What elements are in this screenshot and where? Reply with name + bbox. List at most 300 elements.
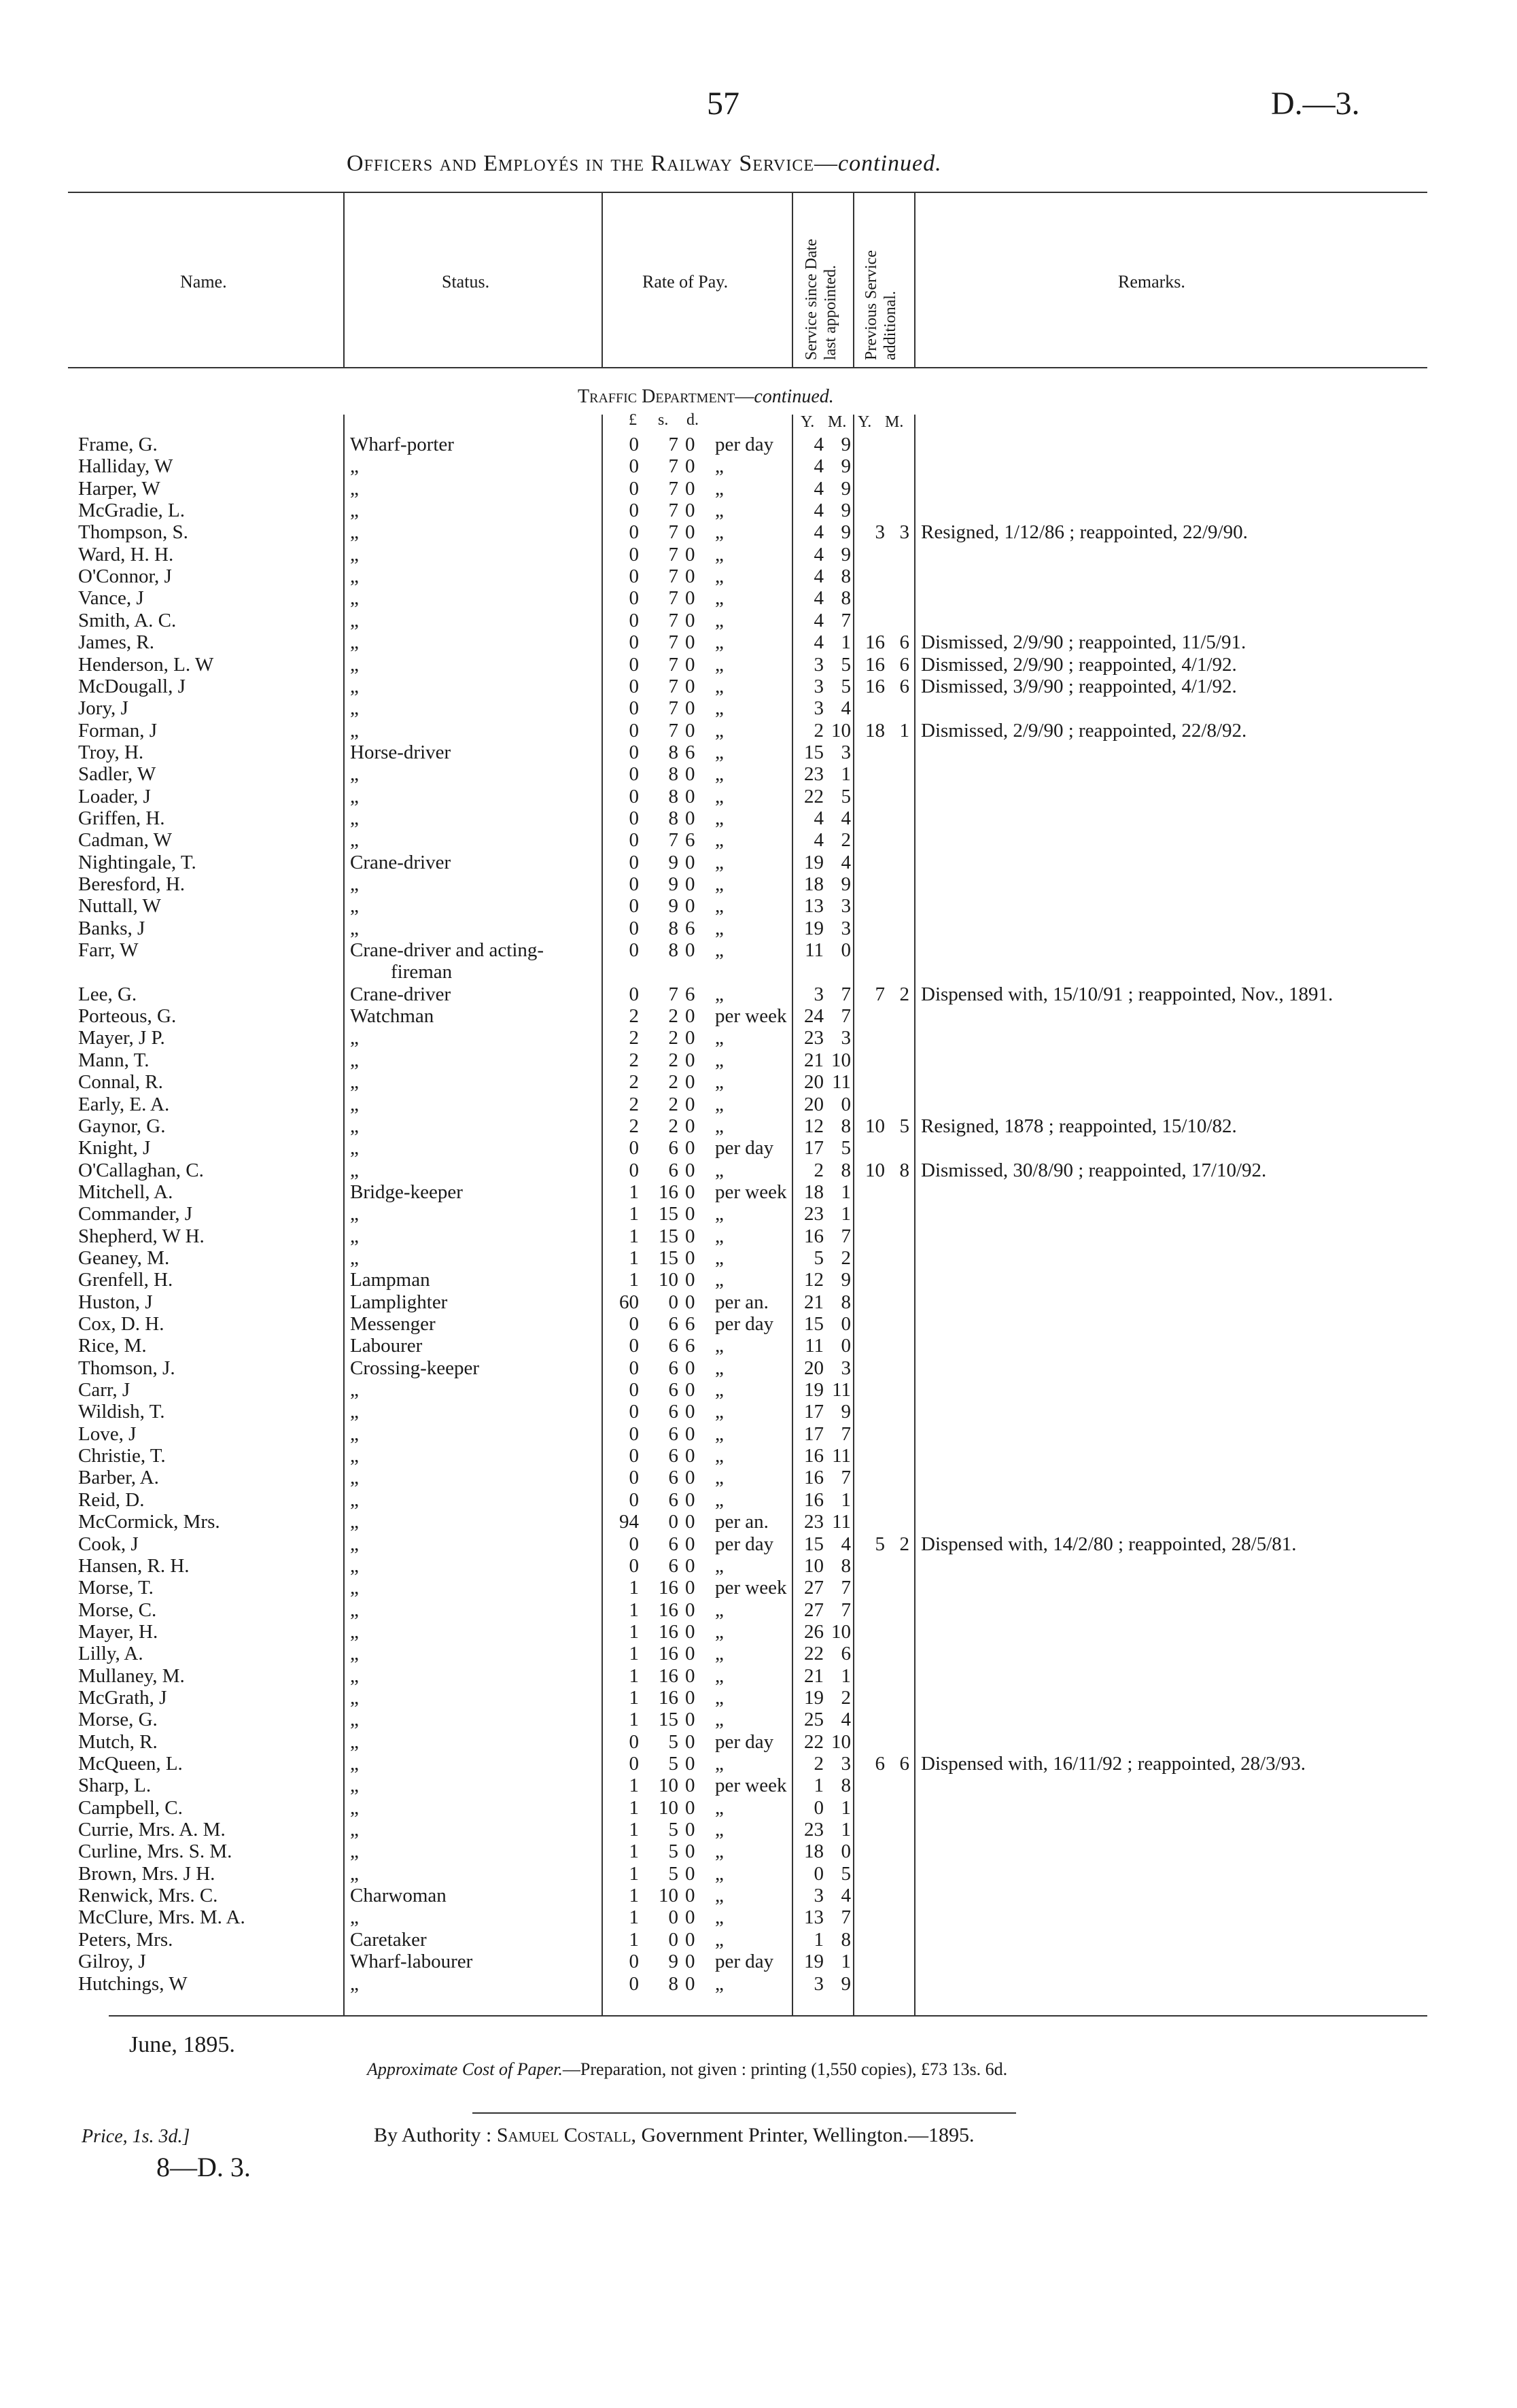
table-row-continuation — [0, 961, 1517, 983]
employee-name: Henderson, L. W — [78, 653, 214, 676]
employee-status: „ — [350, 1379, 359, 1401]
pay-period: „ — [715, 500, 724, 522]
remarks-text: Dismissed, 3/9/90 ; reappointed, 4/1/92. — [921, 675, 1237, 697]
column-divider-rate — [601, 193, 603, 367]
service-years: 4 — [814, 609, 824, 631]
service-years: 19 — [804, 1686, 824, 1709]
pay-pounds: 2 — [629, 1049, 639, 1071]
pay-pence: 0 — [685, 1885, 695, 1907]
table-row — [0, 1335, 1517, 1357]
paper-cost-label: Approximate Cost of Paper. — [367, 2059, 563, 2079]
service-years: 24 — [804, 1005, 824, 1028]
table-row — [0, 1533, 1517, 1555]
employee-name: Gaynor, G. — [78, 1115, 166, 1137]
pay-pounds: 0 — [629, 675, 639, 697]
previous-service-months: 6 — [899, 675, 909, 697]
employee-name: Geaney, M. — [78, 1246, 170, 1269]
pay-shillings: 7 — [668, 675, 678, 697]
pay-period: „ — [715, 873, 724, 895]
pay-pence: 0 — [685, 1488, 695, 1511]
previous-service-months: 2 — [899, 983, 909, 1005]
service-months: 5 — [841, 785, 851, 807]
pay-period: „ — [715, 1906, 724, 1929]
service-years: 13 — [804, 1906, 824, 1929]
service-years: 19 — [804, 1951, 824, 1973]
employee-status: „ — [350, 895, 359, 918]
table-row — [0, 478, 1517, 500]
employee-status: „ — [350, 873, 359, 895]
unit-previous-months: M. — [885, 413, 904, 431]
pay-period: „ — [715, 521, 724, 544]
table-row — [0, 1203, 1517, 1225]
pay-pounds: 0 — [629, 1445, 639, 1467]
employee-status: „ — [350, 1246, 359, 1269]
employee-name: Mayer, J P. — [78, 1027, 165, 1049]
pay-period: per an. — [715, 1291, 769, 1313]
pay-period: „ — [715, 895, 724, 918]
pay-pounds: 2 — [629, 1071, 639, 1094]
pay-pounds: 0 — [629, 1730, 639, 1753]
pay-period: „ — [715, 763, 724, 786]
pay-shillings: 7 — [668, 631, 678, 654]
pay-pounds: 60 — [619, 1291, 639, 1313]
service-months: 7 — [841, 1906, 851, 1929]
service-years: 0 — [814, 1796, 824, 1819]
service-months: 9 — [841, 1269, 851, 1291]
pay-pounds: 0 — [629, 1423, 639, 1445]
pay-pence: 0 — [685, 565, 695, 588]
service-years: 4 — [814, 434, 824, 455]
pay-pence: 0 — [685, 543, 695, 565]
pay-period: per week — [715, 1577, 787, 1599]
table-row — [0, 786, 1517, 807]
pay-pence: 0 — [685, 1775, 695, 1797]
previous-service-years: 16 — [865, 675, 885, 697]
service-years: 3 — [814, 983, 824, 1005]
employee-status: Crane-driver and acting- — [350, 939, 544, 962]
pay-period: „ — [715, 1753, 724, 1775]
pay-period: per day — [715, 1533, 774, 1555]
pay-pence: 0 — [685, 1181, 695, 1203]
table-row — [0, 1863, 1517, 1885]
service-years: 15 — [804, 1533, 824, 1555]
previous-service-months: 5 — [899, 1115, 909, 1137]
pay-pence: 0 — [685, 1753, 695, 1775]
pay-pence: 0 — [685, 873, 695, 895]
pay-pounds: 0 — [629, 609, 639, 631]
employee-name: Troy, H. — [78, 741, 144, 763]
table-row — [0, 918, 1517, 939]
service-years: 1 — [814, 1775, 824, 1797]
pay-shillings: 16 — [659, 1664, 678, 1687]
previous-service-years: 10 — [865, 1115, 885, 1137]
pay-pounds: 0 — [629, 631, 639, 654]
employee-status: Caretaker — [350, 1928, 427, 1951]
service-years: 23 — [804, 1203, 824, 1225]
service-years: 12 — [804, 1269, 824, 1291]
service-months: 9 — [841, 1401, 851, 1423]
previous-service-months: 1 — [899, 719, 909, 741]
pay-shillings: 9 — [668, 895, 678, 918]
pay-shillings: 9 — [668, 851, 678, 873]
pay-pence: 0 — [685, 455, 695, 478]
page-title — [347, 151, 942, 177]
service-years: 1 — [814, 1928, 824, 1951]
employee-status: „ — [350, 1115, 359, 1137]
unit-pound: £ — [629, 411, 637, 429]
service-years: 4 — [814, 521, 824, 544]
column-divider-remarks — [914, 193, 916, 367]
table-row — [0, 1797, 1517, 1819]
pay-pence: 0 — [685, 1554, 695, 1577]
employee-status: „ — [350, 1203, 359, 1225]
pay-pence: 0 — [685, 631, 695, 654]
pay-shillings: 0 — [668, 1291, 678, 1313]
service-months: 1 — [841, 1819, 851, 1841]
pay-period: „ — [715, 1819, 724, 1841]
pay-period: „ — [715, 565, 724, 588]
table-row — [0, 939, 1517, 961]
service-years: 20 — [804, 1071, 824, 1094]
pay-pence: 0 — [685, 1269, 695, 1291]
employee-name: McCormick, Mrs. — [78, 1511, 220, 1533]
table-row — [0, 697, 1517, 719]
pay-pence: 0 — [685, 1049, 695, 1071]
pay-pounds: 1 — [629, 1709, 639, 1731]
employee-name: Smith, A. C. — [78, 609, 177, 631]
previous-service-months: 8 — [899, 1159, 909, 1181]
pay-pence: 0 — [685, 500, 695, 522]
pay-pence: 0 — [685, 1709, 695, 1731]
pay-pence: 0 — [685, 851, 695, 873]
table-row — [0, 1621, 1517, 1643]
pay-period: „ — [715, 1159, 724, 1181]
employee-status: Labourer — [350, 1335, 423, 1357]
employee-status: „ — [350, 1620, 359, 1643]
service-months: 9 — [841, 500, 851, 522]
table-row — [0, 1445, 1517, 1467]
table-row — [0, 610, 1517, 631]
employee-status: Horse-driver — [350, 741, 451, 763]
table-row — [0, 1423, 1517, 1445]
pay-pounds: 2 — [629, 1005, 639, 1028]
pay-pence: 6 — [685, 917, 695, 939]
employee-status: „ — [350, 1027, 359, 1049]
column-divider-status — [343, 193, 345, 367]
pay-period: „ — [715, 1488, 724, 1511]
table-row — [0, 1225, 1517, 1247]
service-months: 9 — [841, 434, 851, 455]
table-row — [0, 741, 1517, 763]
previous-service-years: 18 — [865, 719, 885, 741]
pay-pence: 0 — [685, 1862, 695, 1885]
pay-pence: 0 — [685, 1467, 695, 1489]
service-months: 4 — [841, 1709, 851, 1731]
employee-name: Rice, M. — [78, 1335, 147, 1357]
service-years: 17 — [804, 1423, 824, 1445]
page-number: 57 — [707, 86, 739, 122]
service-months: 0 — [841, 1335, 851, 1357]
pay-shillings: 5 — [668, 1730, 678, 1753]
service-months: 9 — [841, 477, 851, 500]
service-months: 1 — [841, 631, 851, 654]
table-row — [0, 455, 1517, 477]
pay-pence: 0 — [685, 521, 695, 544]
section-title — [578, 386, 834, 408]
remarks-text: Resigned, 1/12/86 ; reappointed, 22/9/90. — [921, 521, 1248, 544]
table-row — [0, 654, 1517, 676]
pay-shillings: 9 — [668, 1951, 678, 1973]
pay-pence: 0 — [685, 587, 695, 610]
table-bottom-rule — [109, 2015, 1427, 2017]
employee-status: „ — [350, 609, 359, 631]
pay-period: per day — [715, 434, 774, 455]
table-row — [0, 720, 1517, 741]
service-months: 2 — [841, 829, 851, 852]
employee-name: Christie, T. — [78, 1445, 166, 1467]
employee-status: „ — [350, 565, 359, 588]
service-months: 2 — [841, 1686, 851, 1709]
table-row — [0, 1159, 1517, 1181]
employee-status: „ — [350, 917, 359, 939]
service-months: 8 — [841, 1554, 851, 1577]
pay-pounds: 0 — [629, 895, 639, 918]
employee-status: „ — [350, 1599, 359, 1621]
column-header-service: Service since Date last appointed. — [803, 239, 839, 360]
pay-shillings: 8 — [668, 807, 678, 829]
employee-status: Wharf-labourer — [350, 1951, 473, 1973]
remarks-text: Dismissed, 2/9/90 ; reappointed, 22/8/92. — [921, 719, 1247, 741]
pay-shillings: 2 — [668, 1093, 678, 1115]
service-years: 16 — [804, 1445, 824, 1467]
pay-pence: 0 — [685, 653, 695, 676]
pay-period: „ — [715, 1664, 724, 1687]
service-years: 0 — [814, 1862, 824, 1885]
pay-shillings: 6 — [668, 1445, 678, 1467]
employee-status: „ — [350, 500, 359, 522]
pay-period: „ — [715, 543, 724, 565]
pay-shillings: 6 — [668, 1159, 678, 1181]
service-months: 8 — [841, 1115, 851, 1137]
pay-pounds: 0 — [629, 1401, 639, 1423]
pay-pounds: 0 — [629, 983, 639, 1005]
employee-status: Charwoman — [350, 1885, 447, 1907]
service-years: 4 — [814, 587, 824, 610]
pay-shillings: 2 — [668, 1005, 678, 1028]
service-months: 3 — [841, 1753, 851, 1775]
pay-period: „ — [715, 1115, 724, 1137]
signature-code: 8—D. 3. — [156, 2152, 251, 2182]
table-row — [0, 1840, 1517, 1862]
pay-period: „ — [715, 1554, 724, 1577]
pay-shillings: 16 — [659, 1181, 678, 1203]
table-row — [0, 807, 1517, 829]
pay-period: per an. — [715, 1511, 769, 1533]
previous-service-months: 2 — [899, 1533, 909, 1555]
employee-name: Nuttall, W — [78, 895, 161, 918]
pay-period: „ — [715, 917, 724, 939]
employee-status: „ — [350, 1401, 359, 1423]
pay-period: per day — [715, 1313, 774, 1335]
pay-pence: 0 — [685, 1115, 695, 1137]
pay-pounds: 1 — [629, 1203, 639, 1225]
table-row — [0, 1071, 1517, 1093]
pay-period: „ — [715, 609, 724, 631]
service-years: 4 — [814, 543, 824, 565]
pay-period: „ — [715, 1643, 724, 1665]
service-months: 7 — [841, 1423, 851, 1445]
service-years: 3 — [814, 1972, 824, 1995]
remarks-text: Dispensed with, 14/2/80 ; reappointed, 28/5/81. — [921, 1533, 1297, 1555]
pay-shillings: 16 — [659, 1643, 678, 1665]
service-months: 5 — [841, 1137, 851, 1159]
service-years: 4 — [814, 500, 824, 522]
employee-status: „ — [350, 719, 359, 741]
service-years: 5 — [814, 1246, 824, 1269]
pay-period: „ — [715, 1840, 724, 1863]
pay-period: „ — [715, 1071, 724, 1094]
employee-name: Love, J — [78, 1423, 137, 1445]
pay-pounds: 1 — [629, 1906, 639, 1929]
pay-pounds: 0 — [629, 1753, 639, 1775]
service-months: 8 — [841, 1928, 851, 1951]
employee-name: Renwick, Mrs. C. — [78, 1885, 218, 1907]
pay-period: „ — [715, 1796, 724, 1819]
section-title-main: Traffic Department— — [578, 386, 754, 407]
employee-name: Lee, G. — [78, 983, 137, 1005]
employee-status: Crane-driver — [350, 983, 451, 1005]
table-row — [0, 1599, 1517, 1621]
pay-period: per week — [715, 1775, 787, 1797]
pay-shillings: 7 — [668, 455, 678, 478]
pay-pounds: 0 — [629, 521, 639, 544]
pay-pence: 0 — [685, 1819, 695, 1841]
price-note: Price, 1s. 3d.] — [82, 2126, 190, 2147]
service-years: 3 — [814, 1885, 824, 1907]
remarks-text: Resigned, 1878 ; reappointed, 15/10/82. — [921, 1115, 1237, 1137]
table-row — [0, 1115, 1517, 1137]
service-years: 4 — [814, 631, 824, 654]
employee-status: „ — [350, 1159, 359, 1181]
pay-pence: 0 — [685, 1686, 695, 1709]
employee-name: McGrath, J — [78, 1686, 167, 1709]
pay-pence: 0 — [685, 895, 695, 918]
employee-status: „ — [350, 1664, 359, 1687]
pay-shillings: 7 — [668, 477, 678, 500]
employee-name: Nightingale, T. — [78, 851, 196, 873]
table-row — [0, 1951, 1517, 1972]
service-months: 7 — [841, 1225, 851, 1247]
employee-name: Early, E. A. — [78, 1093, 170, 1115]
pay-shillings: 7 — [668, 587, 678, 610]
employee-name: Griffen, H. — [78, 807, 165, 829]
pay-pence: 0 — [685, 1137, 695, 1159]
table-row — [0, 852, 1517, 873]
remarks-text: Dismissed, 30/8/90 ; reappointed, 17/10/92. — [921, 1159, 1267, 1181]
service-months: 5 — [841, 1862, 851, 1885]
pay-period: „ — [715, 477, 724, 500]
service-years: 17 — [804, 1137, 824, 1159]
employee-name: Grenfell, H. — [78, 1269, 173, 1291]
pay-period: „ — [715, 741, 724, 763]
pay-shillings: 2 — [668, 1027, 678, 1049]
service-years: 2 — [814, 1159, 824, 1181]
employee-status-continued: fireman — [391, 961, 453, 983]
service-years: 18 — [804, 873, 824, 895]
service-years: 3 — [814, 697, 824, 720]
service-months: 8 — [841, 1291, 851, 1313]
employee-name: Lilly, A. — [78, 1643, 143, 1665]
service-months: 11 — [832, 1445, 851, 1467]
employee-name: Mann, T. — [78, 1049, 150, 1071]
service-months: 0 — [841, 1313, 851, 1335]
table-row — [0, 1885, 1517, 1906]
service-years: 3 — [814, 653, 824, 676]
pay-period: „ — [715, 719, 724, 741]
table-row — [0, 1731, 1517, 1753]
employee-name: Cadman, W — [78, 829, 172, 852]
pay-pence: 0 — [685, 1840, 695, 1863]
pay-pounds: 0 — [629, 851, 639, 873]
pay-shillings: 6 — [668, 1467, 678, 1489]
table-row — [0, 1709, 1517, 1730]
service-years: 20 — [804, 1357, 824, 1379]
pay-shillings: 6 — [668, 1137, 678, 1159]
pay-shillings: 10 — [659, 1269, 678, 1291]
service-years: 27 — [804, 1599, 824, 1621]
employee-name: Mullaney, M. — [78, 1664, 185, 1687]
service-months: 4 — [841, 851, 851, 873]
pay-shillings: 10 — [659, 1775, 678, 1797]
pay-period: „ — [715, 1686, 724, 1709]
service-years: 21 — [804, 1291, 824, 1313]
table-row — [0, 1049, 1517, 1071]
table-row — [0, 1489, 1517, 1511]
employee-name: Hutchings, W — [78, 1972, 188, 1995]
table-row — [0, 1643, 1517, 1664]
pay-pounds: 2 — [629, 1115, 639, 1137]
service-months: 1 — [841, 1664, 851, 1687]
service-months: 9 — [841, 1972, 851, 1995]
pay-pence: 0 — [685, 1664, 695, 1687]
pay-pounds: 1 — [629, 1181, 639, 1203]
pay-pounds: 1 — [629, 1862, 639, 1885]
pay-pounds: 0 — [629, 763, 639, 786]
service-years: 3 — [814, 675, 824, 697]
pay-shillings: 6 — [668, 1488, 678, 1511]
column-header-rate: Rate of Pay. — [642, 272, 729, 292]
service-months: 3 — [841, 895, 851, 918]
employee-name: Porteous, G. — [78, 1005, 177, 1028]
pay-shillings: 16 — [659, 1620, 678, 1643]
employee-name: Thomson, J. — [78, 1357, 175, 1379]
pay-pounds: 1 — [629, 1577, 639, 1599]
pay-pounds: 1 — [629, 1686, 639, 1709]
service-months: 1 — [841, 1951, 851, 1973]
service-months: 7 — [841, 1467, 851, 1489]
employee-name: Curline, Mrs. S. M. — [78, 1840, 232, 1863]
remarks-text: Dismissed, 2/9/90 ; reappointed, 4/1/92. — [921, 653, 1237, 676]
table-row — [0, 1401, 1517, 1423]
service-months: 10 — [831, 1730, 851, 1753]
pay-period: „ — [715, 697, 724, 720]
pay-pounds: 1 — [629, 1885, 639, 1907]
employee-name: O'Connor, J — [78, 565, 172, 588]
employee-status: „ — [350, 829, 359, 852]
pay-period: „ — [715, 1972, 724, 1995]
pay-pounds: 1 — [629, 1643, 639, 1665]
unit-service-months: M. — [828, 413, 847, 431]
